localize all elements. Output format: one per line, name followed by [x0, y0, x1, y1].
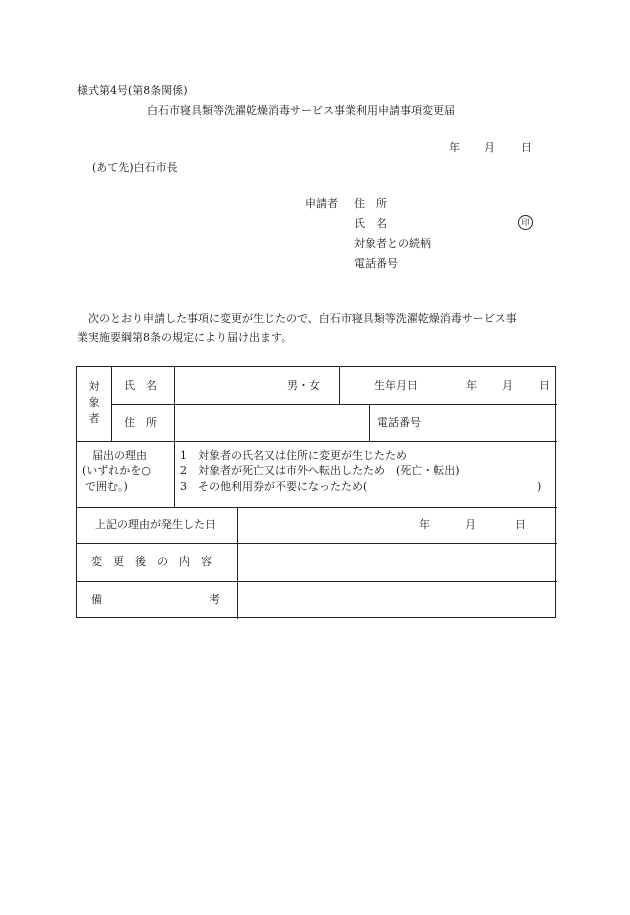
reason-option-1[interactable]: 1 対象者の氏名又は住所に変更が生じたため: [180, 449, 407, 462]
birth-year-label: 年: [466, 379, 477, 392]
gender-options[interactable]: 男・女: [287, 379, 320, 392]
subject-address-value[interactable]: [175, 405, 368, 440]
subject-phone-label: 電話番号: [377, 416, 421, 429]
body-text-line-2: 業実施要綱第8条の規定により届け出ます。: [77, 331, 293, 344]
subject-name-value[interactable]: [175, 368, 285, 403]
reason-label-line-1: 届出の理由: [92, 449, 147, 462]
date-year-label: 年: [449, 141, 460, 154]
changed-content-label: 変 更 後 の 内 容: [91, 555, 212, 568]
occurred-month-label: 月: [465, 518, 476, 531]
subject-label: 対 象 者: [88, 380, 100, 425]
subject-name-label: 氏 名: [124, 379, 157, 392]
subject-phone-value[interactable]: [427, 405, 555, 440]
change-notification-table: [76, 366, 556, 618]
applicant-relationship-label: 対象者との続柄: [354, 237, 431, 250]
form-number: 様式第4号(第8条関係): [77, 84, 188, 97]
date-day-label: 日: [521, 141, 532, 154]
reason-option-3[interactable]: 3 その他利用券が不要になったため(: [180, 480, 368, 493]
applicant-address-label: 住 所: [354, 197, 387, 210]
applicant-label: 申請者: [305, 197, 338, 210]
occurred-date-label: 上記の理由が発生した日: [95, 518, 216, 531]
applicant-name-label: 氏 名: [354, 217, 387, 230]
remarks-label-left: 備: [91, 593, 102, 606]
addressee: (あて先)白石市長: [92, 161, 178, 174]
birth-day-label: 日: [539, 379, 550, 392]
occurred-year-label: 年: [419, 518, 430, 531]
birth-date-label: 生年月日: [374, 379, 418, 392]
birth-month-label: 月: [502, 379, 513, 392]
form-title: 白石市寝具類等洗濯乾燥消毒サービス事業利用申請事項変更届: [147, 104, 455, 117]
remarks-label-right: 考: [209, 593, 220, 606]
applicant-phone-label: 電話番号: [354, 257, 398, 270]
seal-mark: 印: [518, 215, 533, 230]
reason-option-2[interactable]: 2 対象者が死亡又は市外へ転出したため (死亡・転出): [180, 464, 460, 477]
changed-content-value[interactable]: [238, 544, 555, 580]
reason-label-line-3: で囲む。): [85, 480, 128, 493]
date-month-label: 月: [484, 141, 495, 154]
occurred-day-label: 日: [515, 518, 526, 531]
body-text-line-1: 次のとおり申請した事項に変更が生じたので、白石市寝具類等洗濯乾燥消毒サービス事: [88, 312, 517, 325]
remarks-value[interactable]: [238, 582, 555, 617]
subject-address-label: 住 所: [124, 416, 157, 429]
reason-label-line-2: (いずれかを○: [82, 464, 151, 477]
reason-option-3-close: ): [537, 480, 542, 493]
